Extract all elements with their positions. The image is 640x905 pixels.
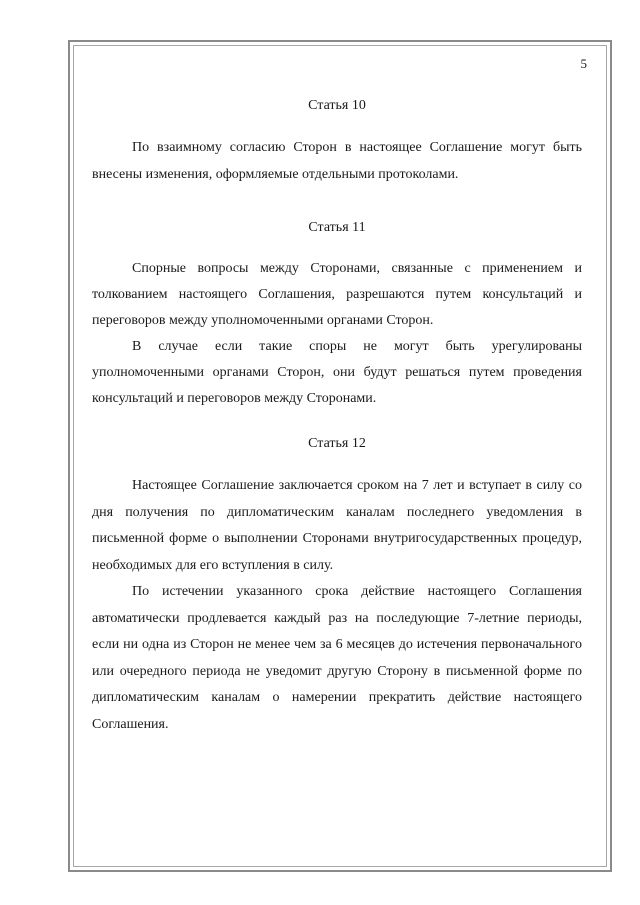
- article-11: [92, 218, 582, 238]
- article-paragraph: По взаимному согласию Сторон в настоящее Соглашение могут быть внесены изменения, оформляемые отдельными протоколами.: [92, 140, 582, 182]
- article-10: [92, 96, 582, 116]
- article-paragraph: По истечении указанного срока действие настоящего Соглашения автоматически продлевается каждый раз на последующие 7-летние периоды, если ни одна из Сторон не менее чем за 6 месяцев до истечения первоначального или очередного периода не уведомит другую Сторону в письменной форме по дипломатическим каналам о намерении прекратить действие настоящего Соглашения.: [92, 584, 582, 732]
- article-11-body: [92, 256, 582, 412]
- article-12-body: [92, 473, 582, 738]
- article-heading: Статья 10: [308, 98, 366, 113]
- article-12: [92, 434, 582, 454]
- article-paragraph: Настоящее Соглашение заключается сроком на 7 лет и вступает в силу со дня получения по дипломатическим каналам последнего уведомления в письменной форме о выполнении Сторонами внутригосударственных процедур, необходимых для его вступления в силу.: [92, 478, 582, 573]
- article-heading: Статья 11: [308, 220, 366, 235]
- article-10-body: [92, 135, 582, 188]
- article-paragraph: Спорные вопросы между Сторонами, связанные с применением и толкованием настоящего Соглашения, разрешаются путем консультаций и переговоров между уполномоченными органами Сторон.: [92, 261, 582, 328]
- article-paragraph: В случае если такие споры не могут быть урегулированы уполномоченными органами Сторон, они будут решаться путем проведения консультаций и переговоров между Сторонами.: [92, 339, 582, 406]
- page-number: 5: [580, 56, 587, 71]
- article-heading: Статья 12: [308, 436, 366, 451]
